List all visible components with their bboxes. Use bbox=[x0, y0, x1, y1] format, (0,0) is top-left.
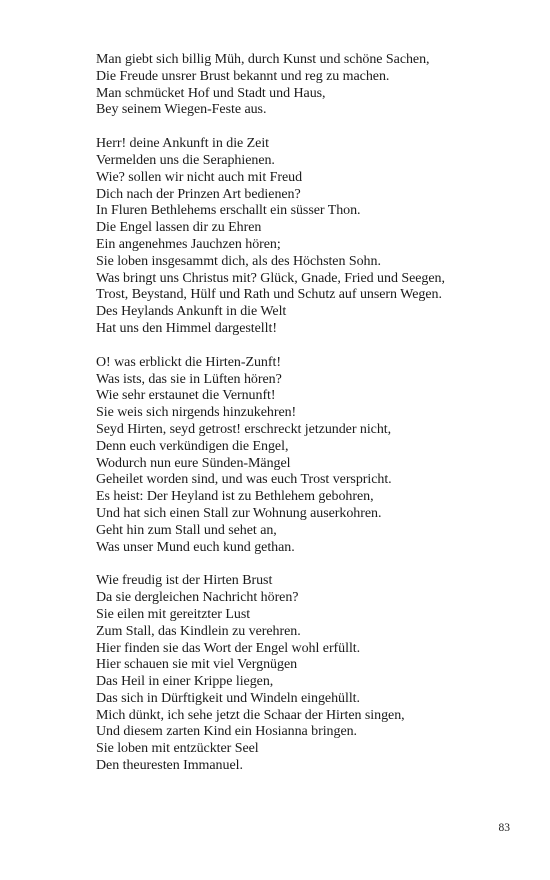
page-number: 83 bbox=[498, 822, 510, 834]
poem-text bbox=[96, 52, 526, 792]
poem-line: Das sich in Dürftigkeit und Windeln eingehüllt. bbox=[96, 690, 360, 706]
poem-line: Man giebt sich billig Müh, durch Kunst und schöne Sachen, bbox=[96, 52, 430, 67]
poem-line: Was ists, das sie in Lüften hören? bbox=[96, 371, 282, 387]
poem-line: Geht hin zum Stall und sehet an, bbox=[96, 522, 277, 538]
poem-line: Sie weis sich nirgends hinzukehren! bbox=[96, 405, 297, 421]
poem-line: Die Engel lassen dir zu Ehren bbox=[96, 220, 262, 236]
poem-line: Seyd Hirten, seyd getrost! erschreckt jetzunder nicht, bbox=[96, 421, 392, 437]
poem-line: Ein angenehmes Jauchzen hören; bbox=[96, 236, 281, 252]
poem-line: Und hat sich einen Stall zur Wohnung auserkohren. bbox=[96, 505, 382, 521]
poem-line: O! was erblickt die Hirten-Zunft! bbox=[96, 354, 281, 370]
poem-line: Hat uns den Himmel dargestellt! bbox=[96, 320, 277, 336]
poem-line: Den theuresten Immanuel. bbox=[96, 758, 243, 774]
poem-line: Sie loben mit entzückter Seel bbox=[96, 741, 259, 757]
stanza-4 bbox=[96, 573, 526, 775]
poem-line: Hier finden sie das Wort der Engel wohl erfüllt. bbox=[96, 640, 361, 656]
poem-line: Da sie dergleichen Nachricht hören? bbox=[96, 590, 299, 606]
poem-line: Vermelden uns die Seraphienen. bbox=[96, 152, 275, 168]
poem-line: Man schmücket Hof und Stadt und Haus, bbox=[96, 85, 326, 101]
poem-line: Des Heylands Ankunft in die Welt bbox=[96, 304, 287, 320]
poem-line: Mich dünkt, ich sehe jetzt die Schaar der Hirten singen, bbox=[96, 707, 405, 723]
stanza-1 bbox=[96, 52, 526, 119]
stanza-3 bbox=[96, 355, 526, 557]
poem-line: Dich nach der Prinzen Art bedienen? bbox=[96, 186, 301, 202]
poem-line: Was bringt uns Christus mit? Glück, Gnade, Fried und Seegen, bbox=[96, 270, 445, 286]
poem-line: Geheilet worden sind, und was euch Trost verspricht. bbox=[96, 472, 392, 488]
poem-line: Hier schauen sie mit viel Vergnügen bbox=[96, 657, 298, 673]
poem-line: In Fluren Bethlehems erschallt ein süsser Thon. bbox=[96, 203, 361, 219]
poem-line: Es heist: Der Heyland ist zu Bethlehem gebohren, bbox=[96, 489, 374, 505]
poem-line: Trost, Beystand, Hülf und Rath und Schutz auf unsern Wegen. bbox=[96, 287, 442, 303]
stanza-2 bbox=[96, 136, 526, 338]
poem-line: Zum Stall, das Kindlein zu verehren. bbox=[96, 623, 301, 639]
poem-line: Sie loben insgesammt dich, als des Höchsten Sohn. bbox=[96, 253, 381, 269]
poem-line: Wie? sollen wir nicht auch mit Freud bbox=[96, 169, 303, 185]
poem-line: Das Heil in einer Krippe liegen, bbox=[96, 674, 274, 690]
poem-line: Die Freude unsrer Brust bekannt und reg zu machen. bbox=[96, 68, 390, 84]
poem-line: Herr! deine Ankunft in die Zeit bbox=[96, 136, 270, 152]
poem-line: Denn euch verkündigen die Engel, bbox=[96, 438, 289, 454]
poem-line: Und diesem zarten Kind ein Hosianna bringen. bbox=[96, 724, 358, 740]
poem-line: Bey seinem Wiegen-Feste aus. bbox=[96, 102, 267, 118]
poem-line: Wie freudig ist der Hirten Brust bbox=[96, 573, 273, 589]
poem-line: Wodurch nun eure Sünden-Mängel bbox=[96, 455, 291, 471]
poem-line: Wie sehr erstaunet die Vernunft! bbox=[96, 388, 276, 404]
poem-line: Was unser Mund euch kund gethan. bbox=[96, 539, 295, 555]
poem-line: Sie eilen mit gereitzter Lust bbox=[96, 606, 251, 622]
